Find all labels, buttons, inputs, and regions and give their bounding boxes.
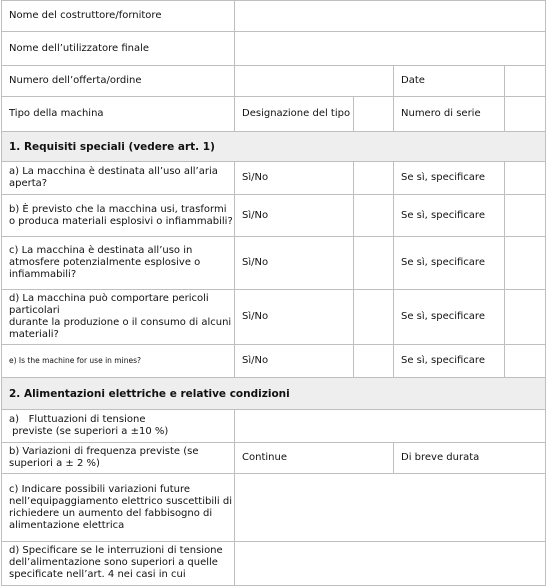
type-designation-field[interactable] xyxy=(354,97,394,132)
offer-order-field[interactable] xyxy=(235,66,394,97)
specify-field-1c[interactable] xyxy=(505,237,546,290)
manufacturer-field[interactable] xyxy=(235,1,546,32)
question-1a: a) La macchina è destinata all’uso all’aria aperta? xyxy=(2,162,235,195)
answer-label-1c: Sì/No xyxy=(235,237,354,290)
machine-specification-form xyxy=(1,0,546,586)
serial-number-label: Numero di serie xyxy=(394,97,505,132)
question-1e: e) Is the machine for use in mines? xyxy=(2,345,235,378)
answer-field-2d[interactable] xyxy=(235,542,546,586)
section-2-heading: 2. Alimentazioni elettriche e relative condizioni xyxy=(2,378,546,410)
answer-label-1b: Sì/No xyxy=(235,195,354,237)
section-1-heading: 1. Requisiti speciali (vedere art. 1) xyxy=(2,132,546,162)
date-field[interactable] xyxy=(505,66,546,97)
answer-field-1c[interactable] xyxy=(354,237,394,290)
serial-number-field[interactable] xyxy=(505,97,546,132)
question-1b: b) È previsto che la macchina usi, trasformi o produca materiali esplosivi o infiammabili? xyxy=(2,195,235,237)
frequency-short-label: Di breve durata xyxy=(394,443,546,474)
specify-label-1e: Se sì, specificare xyxy=(394,345,505,378)
specify-field-1b[interactable] xyxy=(505,195,546,237)
end-user-label: Nome dell’utilizzatore finale xyxy=(2,32,235,66)
question-2a: a) Fluttuazioni di tensione previste (se superiori a ±10 %) xyxy=(2,410,235,443)
offer-order-label: Numero dell’offerta/ordine xyxy=(2,66,235,97)
question-2c: c) Indicare possibili variazioni future nell’equipaggiamento elettrico suscettibili di richiedere un aumento del fabbisogno di alimentazione elettrica xyxy=(2,474,235,542)
manufacturer-label: Nome del costruttore/fornitore xyxy=(2,1,235,32)
question-2d: d) Specificare se le interruzioni di tensione dell’alimentazione sono superiori a quelle specificate nell’art. 4 nei casi in cui xyxy=(2,542,235,586)
question-1c: c) La macchina è destinata all’uso in atmosfere potenzialmente esplosive o infiammabili? xyxy=(2,237,235,290)
specify-field-1a[interactable] xyxy=(505,162,546,195)
question-1d: d) La macchina può comportare pericoli particolari durante la produzione o il consumo di alcuni materiali? xyxy=(2,290,235,345)
specify-label-1d: Se sì, specificare xyxy=(394,290,505,345)
question-2b: b) Variazioni di frequenza previste (se superiori a ± 2 %) xyxy=(2,443,235,474)
date-label: Date xyxy=(394,66,505,97)
specify-field-1e[interactable] xyxy=(505,345,546,378)
answer-field-1b[interactable] xyxy=(354,195,394,237)
specify-label-1a: Se sì, specificare xyxy=(394,162,505,195)
answer-field-2a[interactable] xyxy=(235,410,546,443)
answer-field-1e[interactable] xyxy=(354,345,394,378)
frequency-continuous-label: Continue xyxy=(235,443,394,474)
answer-label-1d: Sì/No xyxy=(235,290,354,345)
answer-field-1a[interactable] xyxy=(354,162,394,195)
specify-field-1d[interactable] xyxy=(505,290,546,345)
specify-label-1c: Se sì, specificare xyxy=(394,237,505,290)
type-designation-label: Designazione del tipo xyxy=(235,97,354,132)
answer-field-1d[interactable] xyxy=(354,290,394,345)
answer-label-1e: Sì/No xyxy=(235,345,354,378)
answer-field-2c[interactable] xyxy=(235,474,546,542)
specify-label-1b: Se sì, specificare xyxy=(394,195,505,237)
answer-label-1a: Sì/No xyxy=(235,162,354,195)
end-user-field[interactable] xyxy=(235,32,546,66)
machine-type-label: Tipo della machina xyxy=(2,97,235,132)
